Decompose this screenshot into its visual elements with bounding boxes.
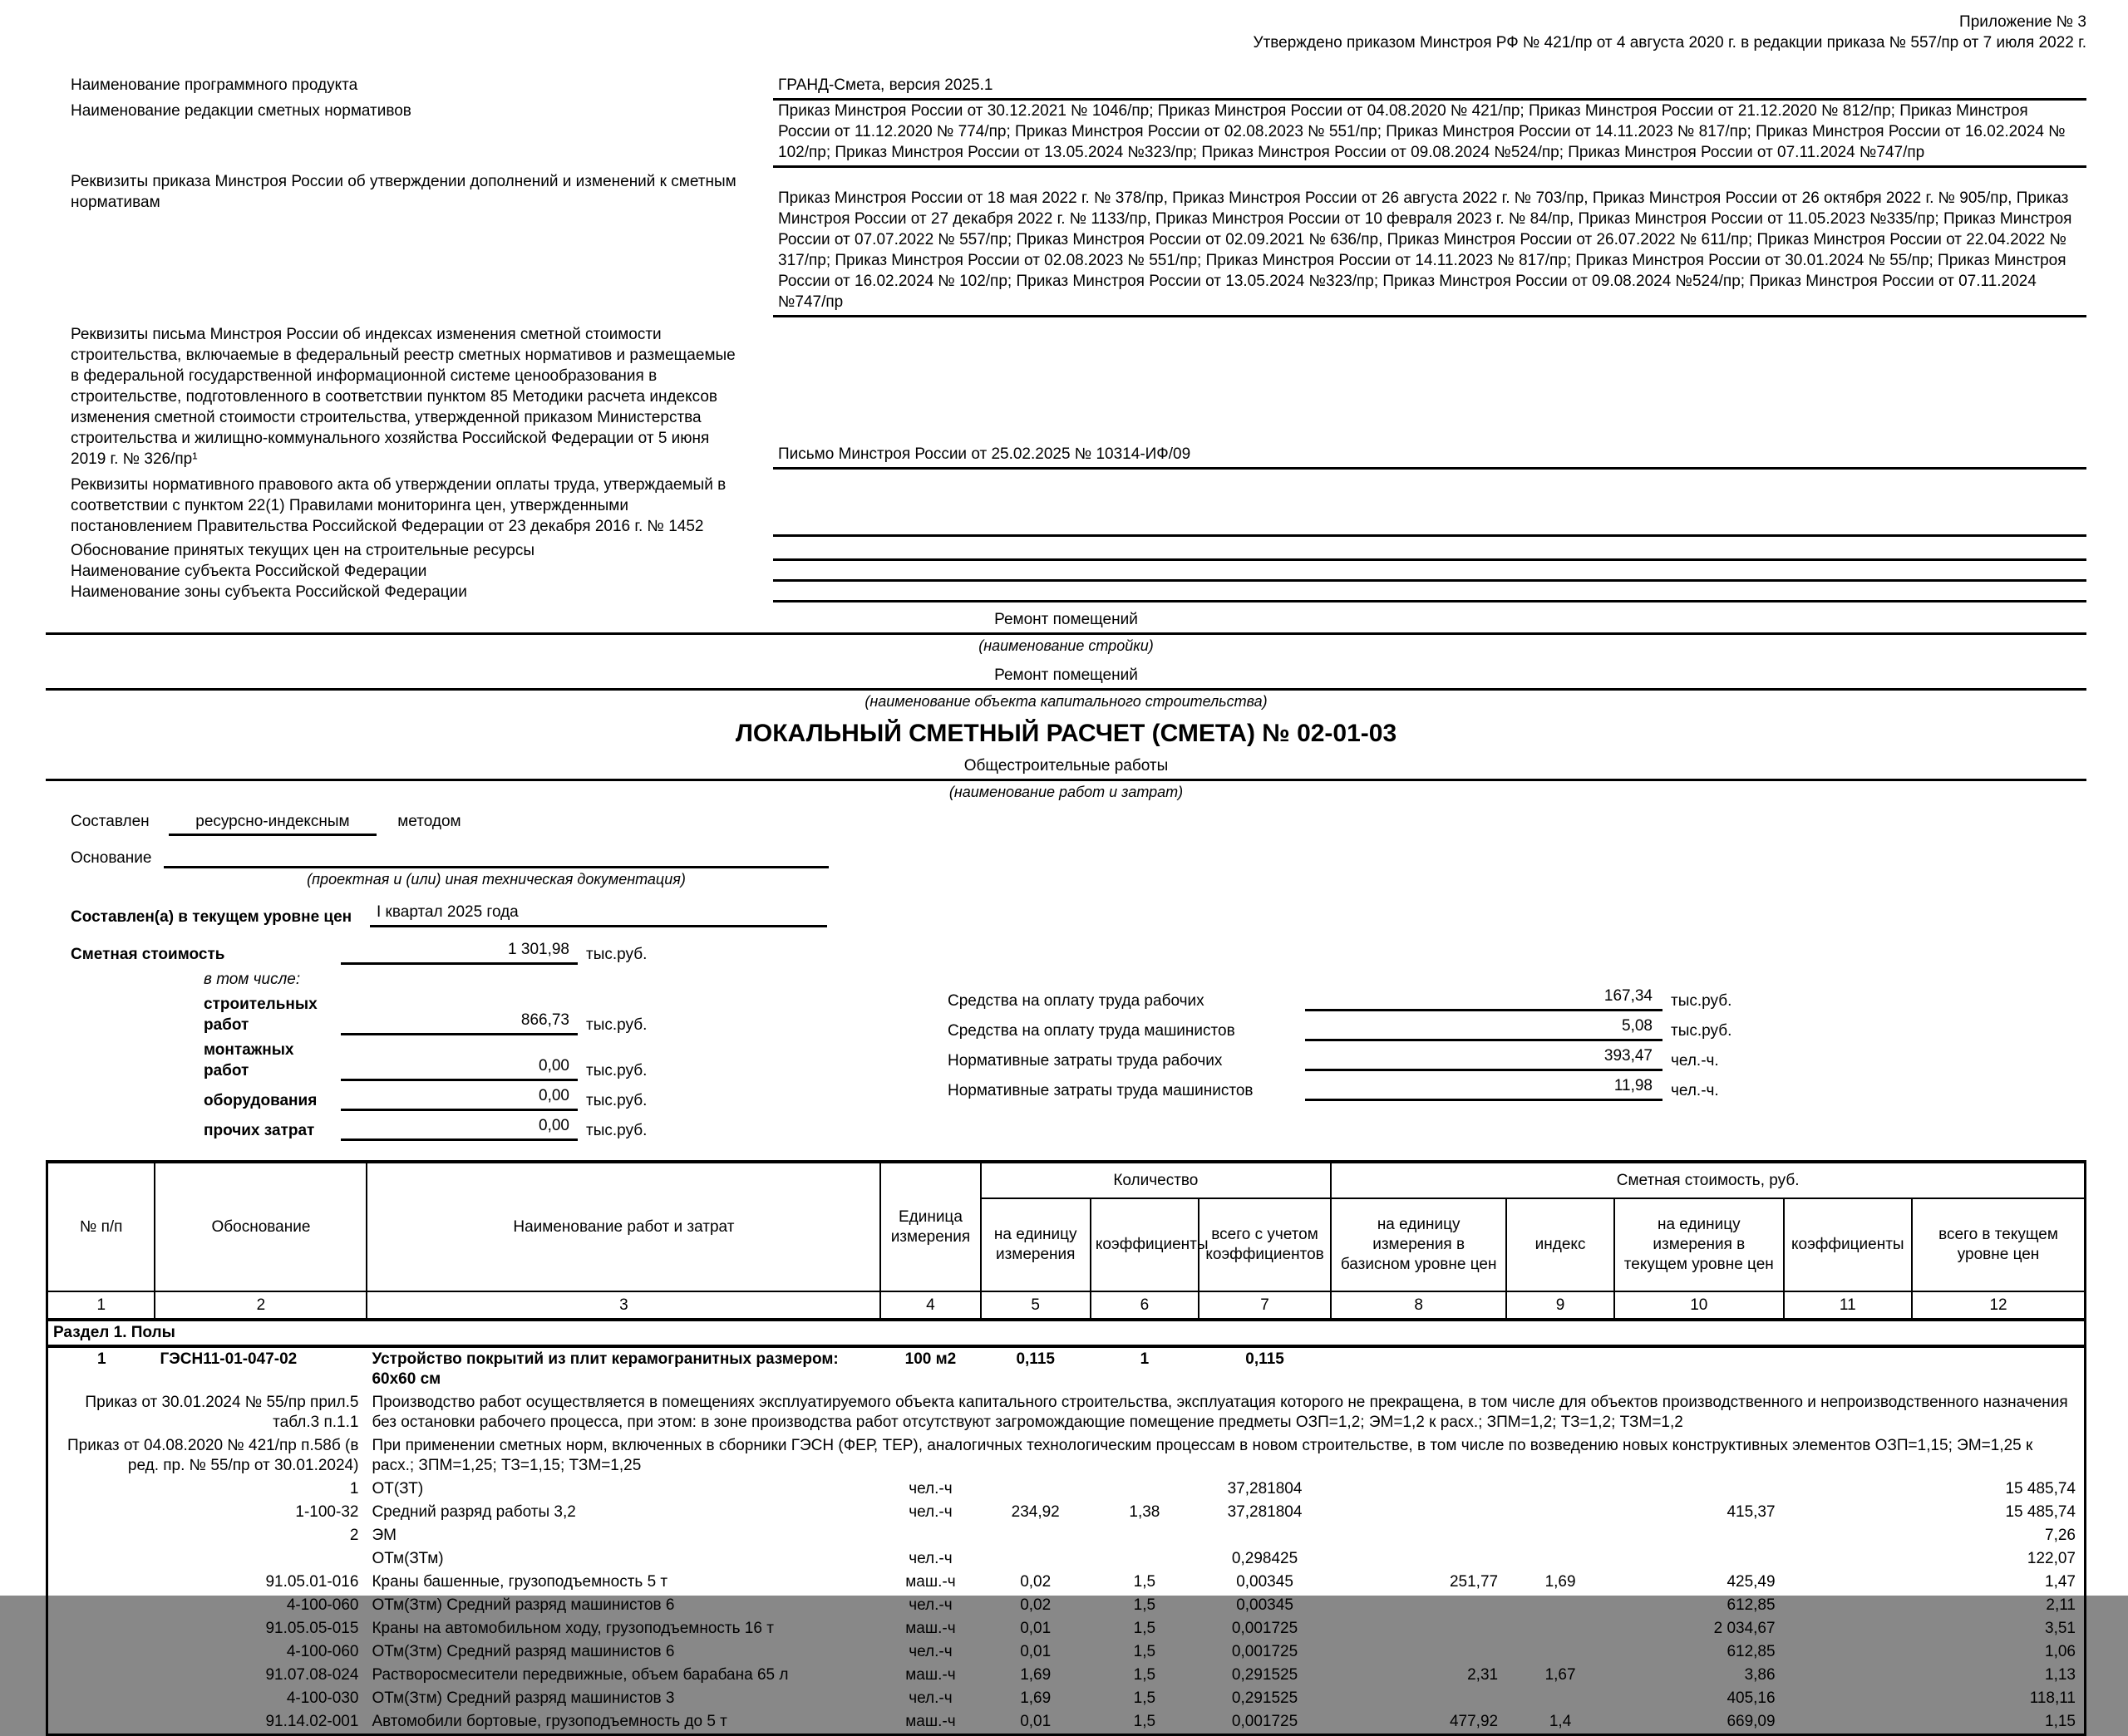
cell-res-cur: 415,37 (1727, 1503, 1776, 1521)
cell-empty (1784, 1664, 1912, 1687)
cell-res-base: 251,77 (1449, 1573, 1499, 1591)
composed-row (46, 811, 2086, 836)
cell-res-qty-total: 0,298425 (1231, 1550, 1298, 1567)
cell-res-qty-per: 0,02 (1020, 1596, 1052, 1614)
basis-row (46, 848, 2086, 868)
cell-res-coef (1091, 1524, 1199, 1547)
object-caption: (наименование объекта капитального строительства) (864, 693, 1268, 710)
cell-item-name: Устройство покрытий из плит керамогранитных размером: 60x60 см (372, 1350, 839, 1388)
cell-res-base (1331, 1478, 1506, 1501)
cell-res-qty-total: 37,281804 (1227, 1503, 1303, 1521)
cell-res-cur: 425,49 (1727, 1573, 1776, 1591)
cell-res-name: ОТм(Зтм) Средний разряд машинистов 6 (372, 1643, 675, 1660)
cell-res-name: Автомобили бортовые, грузоподъемность до 5 т (372, 1713, 727, 1730)
note-row (47, 1434, 2086, 1478)
cell-res-total: 15 485,74 (2005, 1480, 2076, 1497)
labor-row (948, 1075, 2086, 1101)
cell-res-name: Краны башенные, грузоподъемность 5 т (372, 1573, 668, 1591)
cell-res-coef (1091, 1478, 1199, 1501)
col-header-index: индекс (1506, 1198, 1614, 1291)
object-name: Ремонт помещений (46, 665, 2086, 691)
cell-res-index (1506, 1501, 1614, 1524)
cell-res-qty-per: 0,01 (1020, 1713, 1052, 1730)
cell-res-code: 91.05.01-016 (265, 1573, 359, 1591)
cell-res-base (1331, 1501, 1506, 1524)
cell-note-text: При применении сметных норм, включенных в сборники ГЭСН (ФЕР, ТЕР), аналогичных технологическим процессам в новом строительстве, в том числе по возведению новых конструктивных элементов ОЗП=1,15; ЭМ=1,25 к расх.; ЗПМ=1,25; ТЗ=1,15; ТЗМ=1,25 (372, 1437, 2033, 1474)
col-header-base-price: на единицу измерения в базисном уровне цен (1331, 1198, 1506, 1291)
cell-res-total: 3,51 (2045, 1620, 2076, 1637)
cell-res-base (1331, 1594, 1506, 1617)
col-header-work-name: Наименование работ и затрат (367, 1162, 880, 1291)
cell-res-cur (1614, 1478, 1784, 1501)
cell-note-code: Приказ от 04.08.2020 № 421/пр п.58б (в ред. пр. № 55/пр от 30.01.2024) (66, 1437, 359, 1474)
cell-res-index (1506, 1594, 1614, 1617)
col-header-total-current: всего в текущем уровне цен (1912, 1198, 2085, 1291)
cell-res-name: ОТ(ЗТ) (372, 1480, 424, 1497)
labor-label: Нормативные затраты труда рабочих (948, 1052, 1223, 1070)
resource-row (47, 1501, 2086, 1524)
labor-label: Средства на оплату труда рабочих (948, 992, 1204, 1010)
info-row-letter-indices (46, 324, 2086, 470)
cost-item-unit: тыс.руб. (586, 1016, 648, 1034)
cell-res-qty-per (981, 1524, 1091, 1547)
col-number: 8 (1331, 1291, 1506, 1320)
composed-method: ресурсно-индексным (169, 811, 377, 836)
cell-res-total: 1,15 (2045, 1713, 2076, 1730)
cell-res-qty-total: 0,001725 (1231, 1643, 1298, 1660)
info-label: Реквизиты приказа Минстроя России об утверждении дополнений и изменений к сметным нормативам (71, 173, 736, 211)
including-label: в том числе: (204, 971, 301, 988)
cost-item-unit: тыс.руб. (586, 1062, 648, 1079)
cell-res-total: 15 485,74 (2005, 1503, 2076, 1521)
cost-item-value: 0,00 (341, 1085, 578, 1111)
table-body (47, 1320, 2086, 1735)
resource-row (47, 1640, 2086, 1664)
cell-empty (1784, 1524, 1912, 1547)
cell-res-unit: чел.-ч (909, 1480, 953, 1497)
resource-row (47, 1524, 2086, 1547)
cell-res-unit: чел.-ч (909, 1550, 953, 1567)
cell-res-cur: 612,85 (1727, 1643, 1776, 1660)
cell-res-coef (1091, 1547, 1199, 1571)
cell-res-base: 2,31 (1467, 1666, 1499, 1684)
cell-res-code: 91.07.08-024 (265, 1666, 359, 1684)
info-value (773, 561, 2086, 582)
resource-row (47, 1594, 2086, 1617)
cell-res-total: 122,07 (2027, 1550, 2076, 1567)
cell-res-cur: 669,09 (1727, 1713, 1776, 1730)
cell-res-code: 91.05.05-015 (265, 1620, 359, 1637)
total-cost-value: 1 301,98 (341, 939, 578, 965)
cell-empty (1506, 1346, 1614, 1391)
cell-res-cur (1614, 1547, 1784, 1571)
cell-empty (1784, 1501, 1912, 1524)
cell-res-qty-per (981, 1478, 1091, 1501)
totals-right (948, 939, 2086, 1145)
cell-note-code: Приказ от 30.01.2024 № 55/пр прил.5 табл.3 п.1.1 (85, 1394, 359, 1431)
info-row-current-prices (46, 540, 2086, 561)
composed-suffix: методом (397, 813, 461, 830)
labor-value: 167,34 (1305, 986, 1662, 1011)
col-header-current-price: на единицу измерения в текущем уровне цен (1614, 1198, 1784, 1291)
cell-res-unit: маш.-ч (905, 1666, 956, 1684)
col-number: 11 (1784, 1291, 1912, 1320)
col-number: 3 (367, 1291, 880, 1320)
cell-res-index (1506, 1547, 1614, 1571)
cell-res-coef: 1,5 (1133, 1713, 1156, 1730)
section-title: Раздел 1. Полы (47, 1320, 2086, 1346)
cell-res-cur: 405,16 (1727, 1689, 1776, 1707)
labor-row (948, 986, 2086, 1011)
cell-res-coef: 1,5 (1133, 1643, 1156, 1660)
cell-res-qty-total: 0,00345 (1236, 1596, 1293, 1614)
cell-res-name: Растворосмесители передвижные, объем барабана 65 л (372, 1666, 789, 1684)
cell-res-qty-per: 0,01 (1020, 1620, 1052, 1637)
cell-res-qty-total: 0,001725 (1231, 1713, 1298, 1730)
cost-item-value: 0,00 (341, 1055, 578, 1081)
cell-res-coef: 1,5 (1133, 1666, 1156, 1684)
cell-res-qty-total: 0,00345 (1236, 1573, 1293, 1591)
cell-res-code: 4-100-030 (286, 1689, 359, 1707)
labor-label: Средства на оплату труда машинистов (948, 1022, 1235, 1040)
info-label: Реквизиты нормативного правового акта об утверждении оплаты труда, утверждаемый в соответствии с пунктом 22(1) Правилами мониторинга цен, утвержденными постановлением Правительства Российской Федерации от 23 декабря 2016 г. № 1452 (71, 476, 727, 535)
cell-res-unit: чел.-ч (909, 1643, 953, 1660)
cell-res-index (1506, 1524, 1614, 1547)
cell-res-qty-per: 0,02 (1020, 1573, 1052, 1591)
cell-res-qty-total (1199, 1524, 1331, 1547)
cell-res-qty-per: 1,69 (1020, 1689, 1052, 1707)
cost-item-label: монтажных работ (204, 1041, 294, 1079)
cell-res-unit: маш.-ч (905, 1573, 956, 1591)
total-cost-label: Сметная стоимость (71, 946, 225, 963)
labor-unit: чел.-ч. (1671, 1082, 1719, 1099)
labor-unit: чел.-ч. (1671, 1052, 1719, 1070)
info-value: ГРАНД-Смета, версия 2025.1 (773, 75, 2086, 101)
resource-row (47, 1571, 2086, 1594)
totals-left (46, 939, 948, 1145)
price-level-row (46, 902, 2086, 927)
totals-block (46, 939, 2086, 1145)
info-row-labor-pay-act (46, 475, 2086, 537)
cost-item-label: прочих затрат (204, 1122, 315, 1139)
cell-empty (1784, 1346, 1912, 1391)
cell-res-name: ОТм(Зтм) Средний разряд машинистов 3 (372, 1689, 675, 1707)
cell-empty (1784, 1640, 1912, 1664)
document-header-right (46, 12, 2086, 53)
cell-res-name: Краны на автомобильном ходу, грузоподъемность 16 т (372, 1620, 774, 1637)
cell-res-coef: 1,5 (1133, 1689, 1156, 1707)
cell-res-code: 2 (349, 1527, 359, 1544)
cell-res-name: ОТм(Зтм) Средний разряд машинистов 6 (372, 1596, 675, 1614)
cell-res-total: 118,11 (2029, 1689, 2076, 1707)
total-cost-unit: тыс.руб. (586, 946, 648, 963)
header-group-row (47, 1162, 2086, 1198)
section-row (47, 1320, 2086, 1346)
basis-caption: (проектная и (или) иная техническая документация) (307, 871, 686, 888)
group-header-quantity: Количество (981, 1162, 1332, 1198)
document-title: ЛОКАЛЬНЫЙ СМЕТНЫЙ РАСЧЕТ (СМЕТА) № 02-01-03 (735, 720, 1397, 747)
works-caption: (наименование работ и затрат) (948, 784, 1184, 800)
info-label: Наименование субъекта Российской Федерации (71, 563, 427, 580)
cell-res-name: Средний разряд работы 3,2 (372, 1503, 576, 1521)
labor-row (948, 1016, 2086, 1041)
resource-row (47, 1547, 2086, 1571)
cell-res-cur (1614, 1524, 1784, 1547)
cell-res-coef: 1,38 (1129, 1503, 1160, 1521)
col-header-num: № п/п (47, 1162, 155, 1291)
cost-item-row (46, 1040, 948, 1081)
cell-res-index (1506, 1478, 1614, 1501)
basis-label: Основание (71, 849, 152, 867)
col-header-unit: Единица измерения (880, 1162, 980, 1291)
cell-res-index (1506, 1640, 1614, 1664)
col-number: 7 (1199, 1291, 1331, 1320)
cell-res-qty-per: 0,01 (1020, 1643, 1052, 1660)
cell-res-qty-per: 1,69 (1020, 1666, 1052, 1684)
info-value (773, 516, 2086, 537)
cell-empty (1912, 1346, 2085, 1391)
cell-empty (1614, 1346, 1784, 1391)
cell-item-coef: 1 (1140, 1350, 1150, 1368)
cell-res-cur: 2 034,67 (1713, 1620, 1776, 1637)
col-number: 12 (1912, 1291, 2085, 1320)
cost-item-label: строительных работ (204, 996, 318, 1034)
cell-res-qty-per (981, 1547, 1091, 1571)
construction-caption: (наименование стройки) (978, 637, 1154, 654)
cell-res-base (1331, 1687, 1506, 1710)
info-value (773, 540, 2086, 561)
cell-res-qty-total: 0,001725 (1231, 1620, 1298, 1637)
group-header-cost: Сметная стоимость, руб. (1331, 1162, 2085, 1198)
resource-row (47, 1687, 2086, 1710)
cell-res-cur: 3,86 (1744, 1666, 1776, 1684)
cell-res-total: 1,06 (2045, 1643, 2076, 1660)
cell-empty (1784, 1687, 1912, 1710)
cell-res-index: 1,4 (1549, 1713, 1572, 1730)
cost-item-unit: тыс.руб. (586, 1092, 648, 1109)
info-row-region (46, 561, 2086, 582)
note-row (47, 1391, 2086, 1434)
cell-res-index: 1,69 (1544, 1573, 1576, 1591)
approval-label: Утверждено приказом Минстроя РФ № 421/пр от 4 августа 2020 г. в редакции приказа № 557/пр от 7 июля 2022 г. (1253, 34, 2086, 52)
cell-res-qty-total: 37,281804 (1227, 1480, 1303, 1497)
cost-item-row (46, 1115, 948, 1141)
cell-res-name: ЭМ (372, 1527, 397, 1544)
col-number: 6 (1091, 1291, 1199, 1320)
info-label: Обоснование принятых текущих цен на строительные ресурсы (71, 542, 535, 559)
cell-item-num: 1 (96, 1350, 106, 1368)
cell-item-unit: 100 м2 (904, 1350, 957, 1368)
cell-res-coef: 1,5 (1133, 1620, 1156, 1637)
col-header-qty-per-unit: на единицу измерения (981, 1198, 1091, 1291)
appendix-label: Приложение № 3 (1959, 13, 2086, 31)
cell-res-unit: чел.-ч (909, 1689, 953, 1707)
info-label: Наименование программного продукта (71, 76, 358, 94)
cell-res-index (1506, 1617, 1614, 1640)
composed-label: Составлен (71, 813, 150, 830)
cell-res-base: 477,92 (1449, 1713, 1499, 1730)
col-number: 10 (1614, 1291, 1784, 1320)
cell-res-unit: маш.-ч (905, 1620, 956, 1637)
col-number: 2 (155, 1291, 367, 1320)
info-row-region-zone (46, 582, 2086, 602)
cost-item-unit: тыс.руб. (586, 1122, 648, 1139)
item-row (47, 1346, 2086, 1391)
resource-row (47, 1710, 2086, 1735)
info-label: Наименование редакции сметных нормативов (71, 102, 411, 120)
cell-empty (1784, 1571, 1912, 1594)
cell-empty (1331, 1346, 1506, 1391)
cell-item-code: ГЭСН11-01-047-02 (160, 1350, 298, 1368)
info-label: Наименование зоны субъекта Российской Федерации (71, 583, 467, 601)
price-level-label: Составлен(а) в текущем уровне цен (71, 908, 352, 926)
labor-value: 11,98 (1305, 1075, 1662, 1101)
col-number: 9 (1506, 1291, 1614, 1320)
cell-res-code: 91.14.02-001 (265, 1713, 359, 1730)
labor-unit: тыс.руб. (1671, 1022, 1732, 1040)
col-header-qty-total: всего с учетом коэффициентов (1199, 1198, 1331, 1291)
info-row-norms-edition (46, 101, 2086, 168)
cell-res-qty-per: 234,92 (1011, 1503, 1060, 1521)
cell-empty (1784, 1478, 1912, 1501)
cell-res-code: 4-100-060 (286, 1596, 359, 1614)
info-row-software (46, 75, 2086, 101)
cell-empty (1784, 1617, 1912, 1640)
price-level-value: I квартал 2025 года (370, 902, 827, 927)
basis-blank-line (164, 848, 829, 868)
cell-note-text: Производство работ осуществляется в помещениях эксплуатируемого объекта капитального строительства, эксплуатация которого не прекращена, в том числе для объектов производственного и непроизводственного назначения без остановки рабочего процесса, при этом: в зоне производства работ отсутствуют загромождающие помещение предметы ОЗП=1,2; ЭМ=1,2 к расх.; ЗПМ=1,2; ТЗ=1,2; ТЗМ=1,2 (372, 1394, 2068, 1431)
col-number: 1 (47, 1291, 155, 1320)
col-header-qty-coefficients: коэффициенты (1091, 1198, 1199, 1291)
cost-item-value: 866,73 (341, 1010, 578, 1035)
labor-unit: тыс.руб. (1671, 992, 1732, 1010)
labor-value: 5,08 (1305, 1016, 1662, 1041)
col-number: 4 (880, 1291, 980, 1320)
cell-res-base (1331, 1547, 1506, 1571)
cell-res-unit: маш.-ч (905, 1713, 956, 1730)
info-row-order-details (46, 171, 2086, 317)
info-value: Письмо Минстроя России от 25.02.2025 № 10314-ИФ/09 (773, 444, 2086, 470)
table-header (47, 1162, 2086, 1320)
cell-res-base (1331, 1524, 1506, 1547)
works-name: Общестроительные работы (46, 755, 2086, 781)
resource-row (47, 1664, 2086, 1687)
cell-res-total: 7,26 (2045, 1527, 2076, 1544)
cell-item-qty-total: 0,115 (1245, 1350, 1284, 1368)
cell-res-unit: чел.-ч (909, 1596, 953, 1614)
col-header-cost-coefficients: коэффициенты (1784, 1198, 1912, 1291)
col-header-justification: Обоснование (155, 1162, 367, 1291)
construction-name: Ремонт помещений (46, 609, 2086, 635)
col-number: 5 (981, 1291, 1091, 1320)
resource-row (47, 1478, 2086, 1501)
cell-item-qty-per: 0,115 (1016, 1350, 1055, 1368)
cell-res-cur: 612,85 (1727, 1596, 1776, 1614)
cell-res-index: 1,67 (1544, 1666, 1576, 1684)
cost-item-value: 0,00 (341, 1115, 578, 1141)
cell-res-coef: 1,5 (1133, 1596, 1156, 1614)
cell-res-code (47, 1547, 367, 1571)
cell-res-code: 1 (349, 1480, 359, 1497)
cell-res-base (1331, 1640, 1506, 1664)
cell-res-qty-total: 0,291525 (1231, 1689, 1298, 1707)
cell-res-total: 1,47 (2045, 1573, 2076, 1591)
header-numbering-row (47, 1291, 2086, 1320)
cell-res-unit (880, 1524, 980, 1547)
cost-item-row (46, 1085, 948, 1111)
cell-res-index (1506, 1687, 1614, 1710)
labor-label: Нормативные затраты труда машинистов (948, 1082, 1254, 1099)
cell-res-code: 1-100-32 (295, 1503, 359, 1521)
resource-row (47, 1617, 2086, 1640)
cell-res-unit: чел.-ч (909, 1503, 953, 1521)
cell-res-code: 4-100-060 (286, 1643, 359, 1660)
labor-row (948, 1045, 2086, 1071)
info-value: Приказ Минстроя России от 18 мая 2022 г. № 378/пр, Приказ Минстроя России от 26 августа 2022 г. № 703/пр, Приказ Минстроя России от 26 октября 2022 г. № 905/пр, Приказ Минстроя России от 27 декабря 2022 г. № 1133/пр, Приказ Минстроя России от 10 февраля 2023 г. № 84/пр, Приказ Минстроя России от 11.05.2023 №335/пр; Приказ Минстроя России от 07.07.2022 № 557/пр; Приказ Минстроя России от 02.09.2021 № 636/пр, Приказ Минстроя России от 26.07.2022 № 611/пр; Приказ Минстроя России от 22.04.2022 № 317/пр; Приказ Минстроя России от 02.08.2023 № 551/пр; Приказ Минстроя России от 14.11.2023 № 817/пр; Приказ Минстроя России от 30.01.2024 № 55/пр; Приказ Минстроя России от 16.02.2024 № 102/пр; Приказ Минстроя России от 13.05.2024 №323/пр; Приказ Минстроя России от 09.08.2024 №524/пр; Приказ Минстроя России от 07.11.2024 №747/пр (773, 188, 2086, 317)
info-label: Реквизиты письма Минстроя России об индексах изменения сметной стоимости строительства, включаемые в федеральный реестр сметных нормативов и размещаемые в федеральной государственной информационной системе ценообразования в строительстве, подготовленного в соответствии пунктом 85 Методики расчета индексов изменения сметной стоимости строительства, утвержденной приказом Министерства строительства и жилищно-коммунального хозяйства Российской Федерации от 5 июня 2019 г. № 326/пр¹ (71, 326, 736, 468)
cell-empty (1784, 1594, 1912, 1617)
info-value (773, 582, 2086, 602)
cell-empty (1784, 1710, 1912, 1735)
cell-res-coef: 1,5 (1133, 1573, 1156, 1591)
cell-res-base (1331, 1617, 1506, 1640)
labor-value: 393,47 (1305, 1045, 1662, 1071)
cell-res-total: 1,13 (2045, 1666, 2076, 1684)
cost-item-row (46, 994, 948, 1035)
cost-item-label: оборудования (204, 1092, 318, 1109)
estimate-table (46, 1160, 2086, 1736)
cell-res-name: ОТм(ЗТм) (372, 1550, 444, 1567)
cell-res-qty-total: 0,291525 (1231, 1666, 1298, 1684)
cell-empty (1784, 1547, 1912, 1571)
info-value: Приказ Минстроя России от 30.12.2021 № 1046/пр; Приказ Минстроя России от 04.08.2020 № 421/пр; Приказ Минстроя России от 21.12.2020 № 812/пр; Приказ Минстроя России от 11.12.2020 № 774/пр; Приказ Минстроя России от 02.08.2023 № 551/пр; Приказ Минстроя России от 14.11.2023 № 817/пр; Приказ Минстроя России от 16.02.2024 № 102/пр; Приказ Минстроя России от 13.05.2024 №323/пр; Приказ Минстроя России от 09.08.2024 №524/пр; Приказ Минстроя России от 07.11.2024 №747/пр (773, 101, 2086, 168)
total-cost-row (46, 939, 948, 965)
cell-res-total: 2,11 (2046, 1596, 2076, 1614)
